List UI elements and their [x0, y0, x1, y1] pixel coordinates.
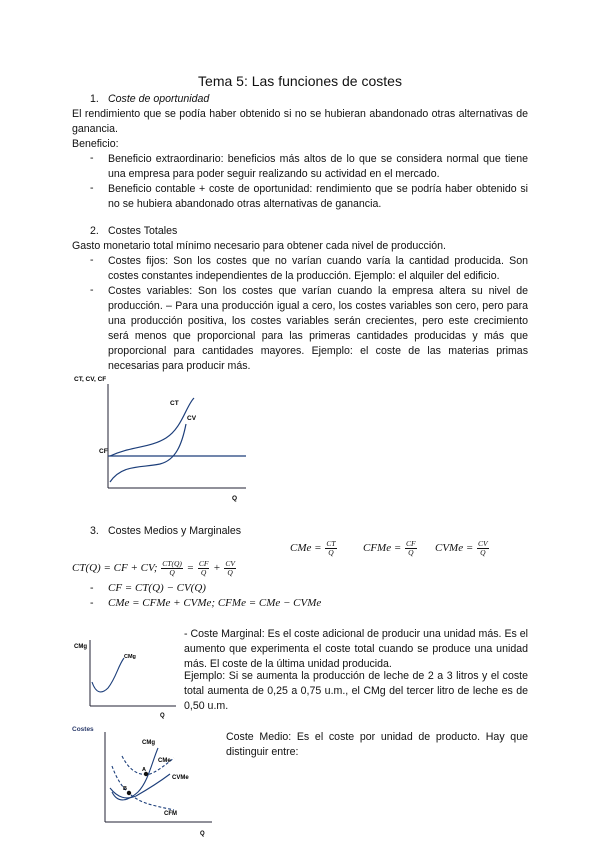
- cfq-denominator: Q: [200, 568, 207, 577]
- chart2-y-label: CMg: [74, 644, 87, 650]
- formula-ct-decomposition: [72, 560, 237, 577]
- cfq-numerator: CF: [198, 559, 209, 568]
- formula-cf-difference: CF = CT(Q) − CV(Q): [108, 582, 206, 594]
- cvme-curve: [110, 774, 170, 798]
- page-title: Tema 5: Las funciones de costes: [198, 73, 402, 89]
- cvme-lhs: CVMe =: [435, 542, 474, 555]
- cvme-denominator: Q: [480, 548, 486, 557]
- formula-cfme: [363, 540, 418, 557]
- section-1-definition: El rendimiento que se podía haber obtenido si no se hubieran abandonado otras alternativas de ganancia.: [72, 108, 528, 135]
- cme-lhs: CMe =: [290, 542, 322, 555]
- cme-numerator: CT: [326, 539, 336, 548]
- ct-equation: CT(Q) = CF + CV;: [72, 562, 158, 575]
- section-2-heading: Costes Totales: [108, 225, 178, 237]
- ctq-fraction: [161, 560, 183, 577]
- chart2-x-label: Q: [160, 713, 165, 719]
- chart1-y-label: CT, CV, CF: [74, 376, 107, 383]
- section-2-definition: Gasto monetario total mínimo necesario para obtener cada nivel de producción.: [72, 240, 446, 252]
- beneficio-label: Beneficio:: [72, 138, 119, 150]
- section-1-heading: Coste de oportunidad: [108, 93, 210, 105]
- bullet-dash: -: [90, 152, 94, 164]
- cv-label: CV: [187, 415, 197, 422]
- point-b-label: B: [123, 786, 127, 792]
- bullet-dash: -: [90, 284, 94, 296]
- formula-cvme: [435, 540, 490, 557]
- equals-sign: =: [186, 562, 195, 575]
- section-2-number: 2.: [90, 225, 99, 237]
- cfme-denominator: Q: [408, 548, 414, 557]
- cmg-label: CMg: [142, 740, 155, 746]
- section-1-number: 1.: [90, 93, 99, 105]
- chart3-x-label: Q: [200, 831, 205, 837]
- cme-denominator: Q: [328, 548, 334, 557]
- cfm-label: CFM: [164, 811, 177, 817]
- ct-label: CT: [170, 400, 179, 407]
- cfq-fraction: [198, 560, 210, 577]
- cfme-lhs: CFMe =: [363, 542, 402, 555]
- bullet-dash: -: [90, 254, 94, 266]
- cmg-curve: [92, 658, 124, 692]
- cvme-fraction: [477, 540, 489, 557]
- marginal-cost-example: Ejemplo: Si se aumenta la producción de leche de 2 a 3 litros y el coste total aumenta de 0,25 a 0,75 u.m., el CMg del tercer litro de leche es de 0,50 u.m.: [184, 670, 528, 712]
- total-costs-chart: [72, 372, 252, 504]
- section-3-number: 3.: [90, 525, 99, 537]
- cmg-curve-label: CMg: [124, 654, 136, 660]
- chart1-x-label: Q: [232, 495, 238, 502]
- cfme-fraction: [405, 540, 417, 557]
- bullet-beneficio-contable: Beneficio contable + coste de oportunidad: rendimiento que se podría haber obtenido si no se hubiera abandonado otras alternativas de ganancia.: [108, 183, 528, 210]
- cf-label: CF: [99, 448, 108, 455]
- section-3-heading: Costes Medios y Marginales: [108, 525, 242, 537]
- chart3-y-label: Costes: [72, 726, 94, 733]
- plus-sign: +: [213, 562, 221, 575]
- ctq-denominator: Q: [169, 568, 175, 577]
- point-b: [127, 791, 131, 795]
- cvq-numerator: CV: [225, 559, 235, 568]
- bullet-dash: -: [90, 182, 94, 194]
- cme-fraction: [325, 540, 336, 557]
- cv-curve: [110, 424, 186, 482]
- cvme-label: CVMe: [172, 775, 189, 781]
- ctq-numerator: CT(Q): [162, 559, 182, 568]
- bullet-beneficio-extraordinario: Beneficio extraordinario: beneficios más altos de lo que se considera normal que tiene una empresa para poder seguir realizando su actividad en el mercado.: [108, 153, 528, 180]
- bullet-dash: -: [90, 597, 94, 609]
- bullet-dash: -: [90, 582, 94, 594]
- cvq-denominator: Q: [227, 568, 233, 577]
- average-costs-chart: [72, 722, 222, 840]
- marginal-cost-text: - Coste Marginal: Es el coste adicional de producir una unidad más. Es el aumento que experimenta el coste total cuando se produce una unidad más. El coste de la última unidad producida.: [184, 628, 528, 670]
- marginal-cost-chart: [72, 636, 182, 720]
- ct-curve: [110, 398, 194, 456]
- formula-cme-relation: CMe = CFMe + CVMe; CFMe = CMe − CVMe: [108, 597, 322, 609]
- formula-cme: [290, 540, 338, 557]
- cvme-numerator: CV: [478, 539, 488, 548]
- cvq-fraction: [224, 560, 236, 577]
- average-cost-text: Coste Medio: Es el coste por unidad de producto. Hay que distinguir entre:: [226, 731, 528, 758]
- point-a-label: A: [142, 767, 146, 773]
- bullet-costes-fijos: Costes fijos: Son los costes que no varían cuando varía la cantidad producida. Son costes constantes independientes de la producción. Ejemplo: el alquiler del edificio.: [108, 255, 528, 282]
- cfme-numerator: CF: [406, 539, 416, 548]
- bullet-costes-variables: Costes variables: Son los costes que varían cuando la empresa altera su nivel de producción. – Para una producción igual a cero, los costes variables son cero, pero para una producción positiva, los costes variables serán crecientes, pero este crecimiento será menos que proporcional para las primeras cantidades producidas y más que proporcional para cantidades mayores. Ejemplo: el coste de las materias primas necesarias para producir más.: [108, 285, 528, 372]
- cme-label: CMe: [158, 758, 171, 764]
